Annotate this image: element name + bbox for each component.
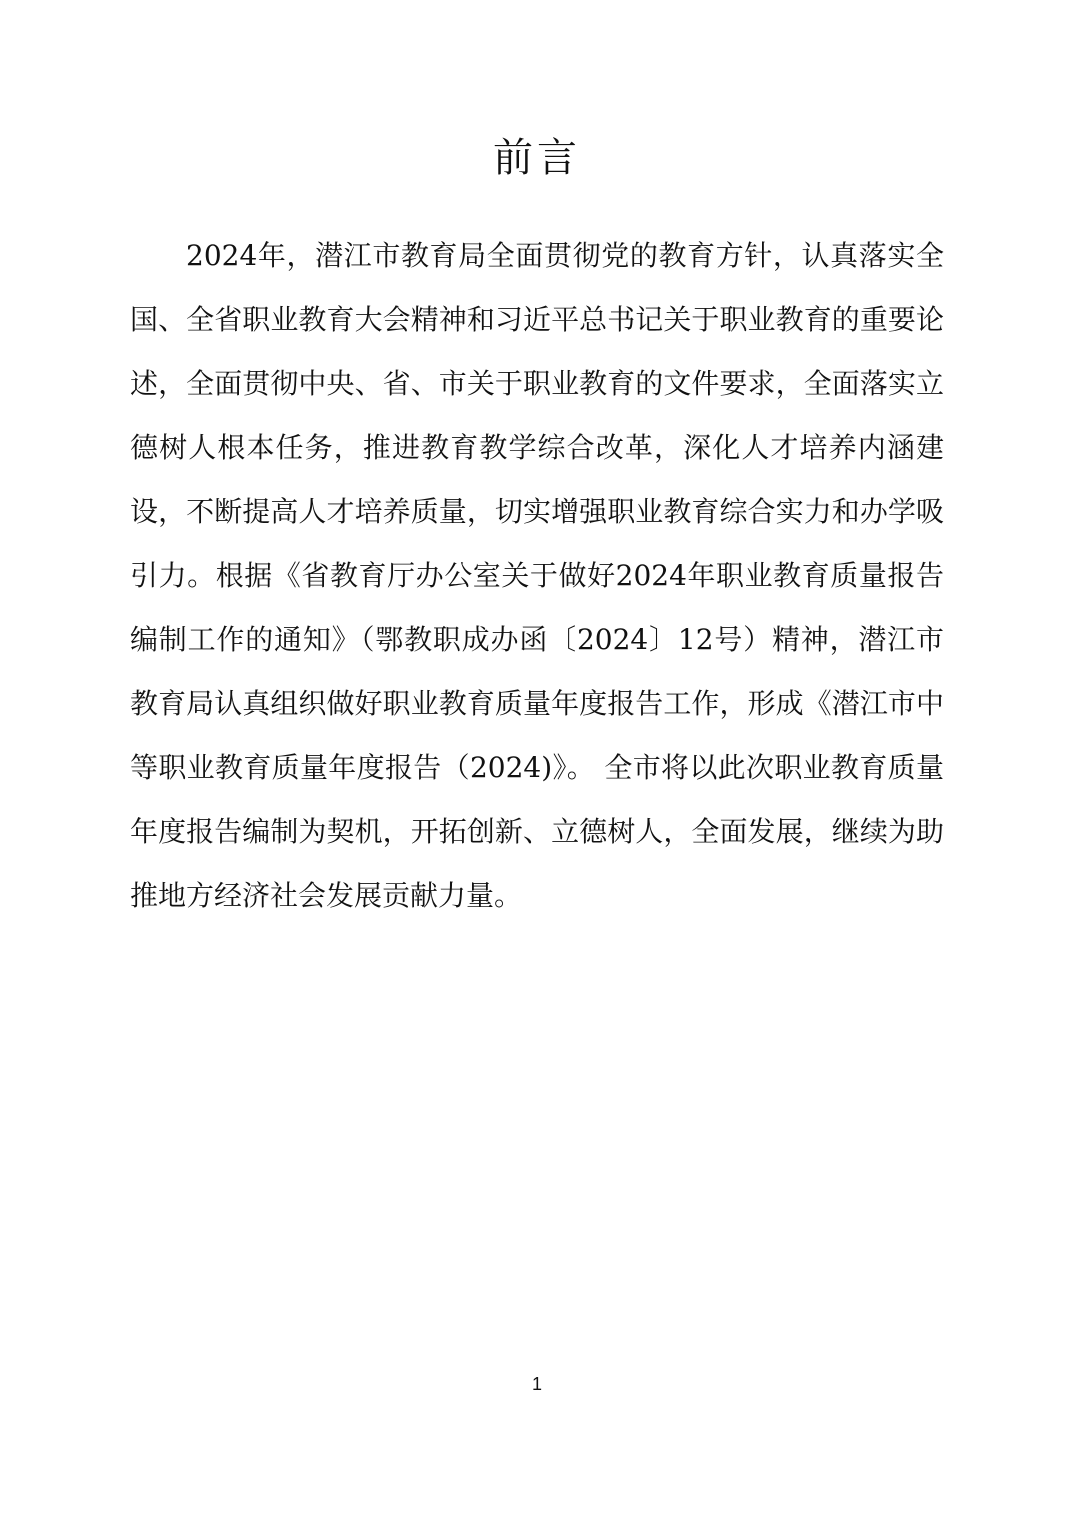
page-title: 前言 [493,135,581,181]
page-number: 1 [531,1374,542,1394]
preface-paragraph: 2024年，潜江市教育局全面贯彻党的教育方针，认真落实全国、全省职业教育大会精神和习近平总书记关于职业教育的重要论述，全面贯彻中央、省、市关于职业教育的文件要求，全面落实立德树人根本任务，推进教育教学综合改革，深化人才培养内涵建设，不断提高人才培养质量，切实增强职业教育综合实力和办学吸引力。根据《省教育厅办公室关于做好2024年职业教育质量报告编制工作的通知》（鄂教职成办函〔2024〕12号）精神，潜江市教育局认真组织做好职业教育质量年度报告工作，形成《潜江市中等职业教育质量年度报告（2024)》。 全市将以此次职业教育质量年度报告编制为契机，开拓创新、立德树人，全面发展，继续为助推地方经济社会发展贡献力量。 [130,239,944,912]
